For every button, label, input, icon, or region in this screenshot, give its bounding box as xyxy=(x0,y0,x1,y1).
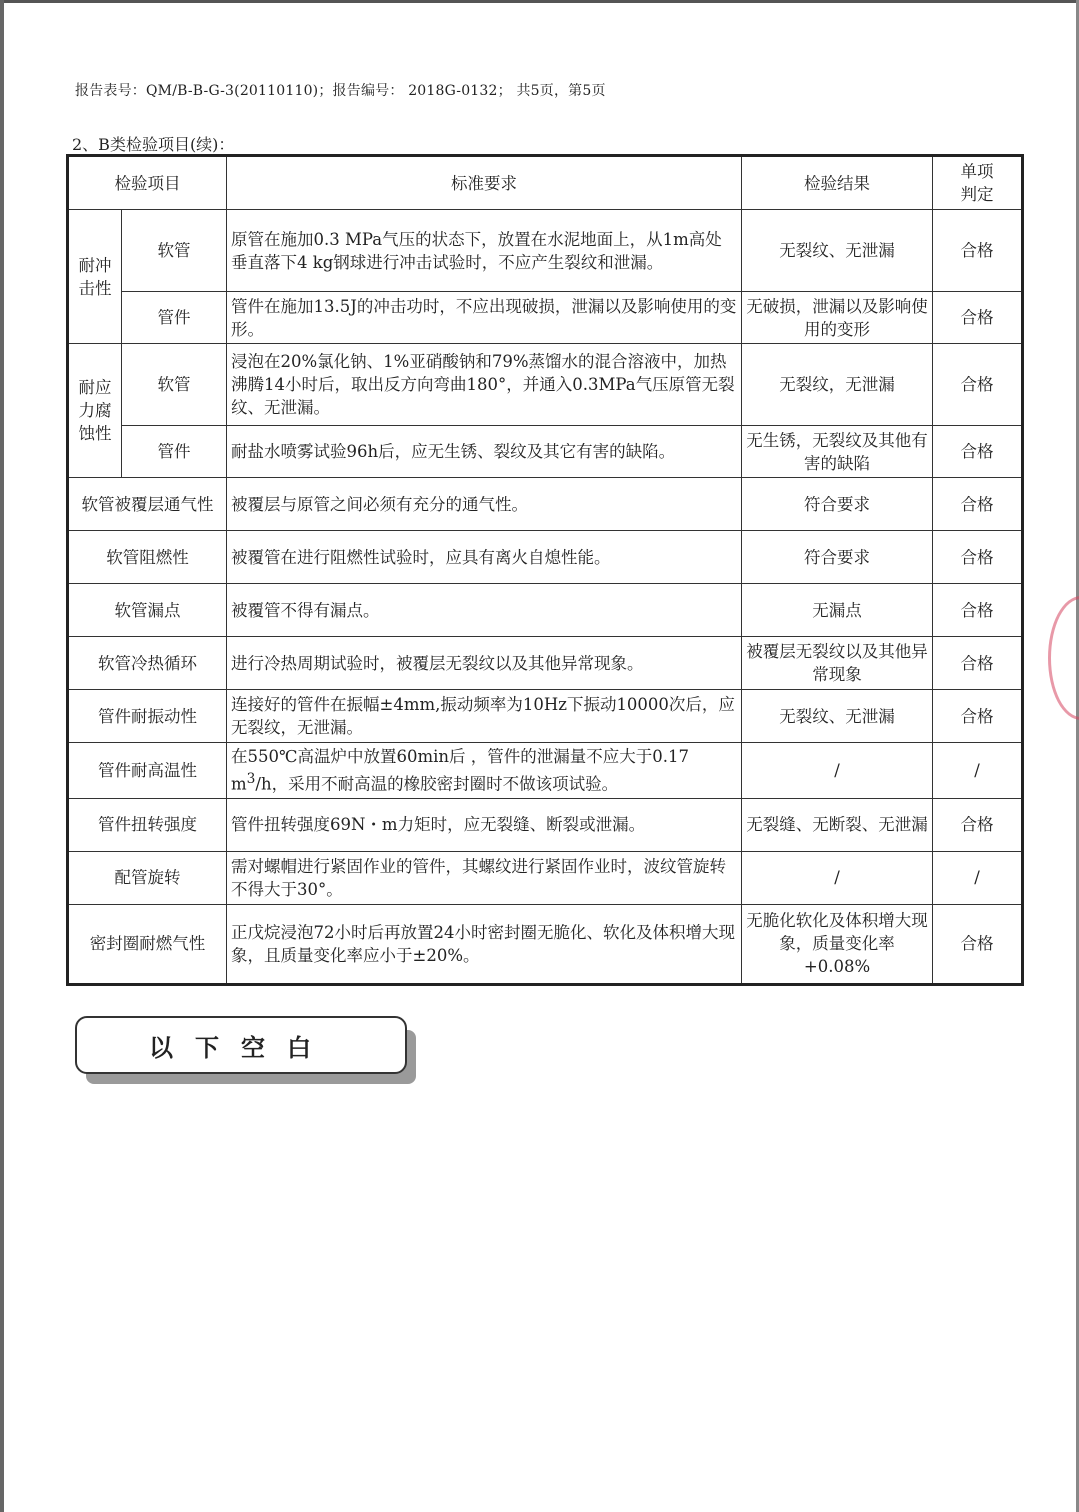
requirement-cell: 浸泡在20%氯化钠、1%亚硝酸钠和79%蒸馏水的混合溶液中，加热沸腾14小时后，取出反方向弯曲180°，并通入0.3MPa气压原管无裂纹、无泄漏。 xyxy=(227,344,742,426)
requirement-cell: 进行冷热周期试验时，被覆层无裂纹以及其他异常现象。 xyxy=(227,637,742,690)
item-cell: 软管被覆层通气性 xyxy=(68,478,227,531)
item-cell: 管件耐高温性 xyxy=(68,743,227,799)
col-header-requirement: 标准要求 xyxy=(227,156,742,210)
requirement-cell: 需对螺帽进行紧固作业的管件，其螺纹进行紧固作业时，波纹管旋转不得大于30°。 xyxy=(227,851,742,904)
table-header-row xyxy=(68,156,1023,210)
sub-item: 管件 xyxy=(122,292,227,344)
result-cell: 无漏点 xyxy=(742,584,933,637)
table-row xyxy=(68,344,1023,426)
requirement-cell: 管件扭转强度69N・m力矩时，应无裂缝、断裂或泄漏。 xyxy=(227,798,742,851)
table-row xyxy=(68,210,1023,292)
verdict-cell: 合格 xyxy=(933,344,1023,426)
result-cell: / xyxy=(742,851,933,904)
group-impact-resistance: 耐冲 击性 xyxy=(68,210,122,344)
verdict-cell: 合格 xyxy=(933,798,1023,851)
verdict-cell: / xyxy=(933,743,1023,799)
section-title: 2、B类检验项目(续)： xyxy=(72,135,235,154)
verdict-cell: / xyxy=(933,851,1023,904)
verdict-cell: 合格 xyxy=(933,426,1023,478)
result-cell: 无裂缝、无断裂、无泄漏 xyxy=(742,798,933,851)
result-cell: 无裂纹，无泄漏 xyxy=(742,344,933,426)
table-row xyxy=(68,531,1023,584)
result-cell: 符合要求 xyxy=(742,478,933,531)
result-cell: 无破损，泄漏以及影响使用的变形 xyxy=(742,292,933,344)
sub-item: 管件 xyxy=(122,426,227,478)
result-cell: 无裂纹、无泄漏 xyxy=(742,690,933,743)
table-row xyxy=(68,478,1023,531)
requirement-cell: 管件在施加13.5J的冲击功时，不应出现破损，泄漏以及影响使用的变形。 xyxy=(227,292,742,344)
col-header-result: 检验结果 xyxy=(742,156,933,210)
item-cell: 配管旋转 xyxy=(68,851,227,904)
item-cell: 软管阻燃性 xyxy=(68,531,227,584)
col-header-verdict: 单项 判定 xyxy=(933,156,1023,210)
scan-edge-top xyxy=(0,0,1079,3)
requirement-cell: 连接好的管件在振幅±4mm,振动频率为10Hz下振动10000次后，应无裂纹，无泄漏。 xyxy=(227,690,742,743)
requirement-cell: 被覆管不得有漏点。 xyxy=(227,584,742,637)
item-cell: 管件扭转强度 xyxy=(68,798,227,851)
table-row xyxy=(68,743,1023,799)
col-header-item: 检验项目 xyxy=(68,156,227,210)
result-cell: 无裂纹、无泄漏 xyxy=(742,210,933,292)
verdict-cell: 合格 xyxy=(933,531,1023,584)
table-row xyxy=(68,851,1023,904)
seal-stamp-fragment xyxy=(1048,596,1079,720)
group-stress-corrosion: 耐应 力腐 蚀性 xyxy=(68,344,122,478)
verdict-cell: 合格 xyxy=(933,292,1023,344)
result-cell: 无脆化软化及体积增大现象，质量变化率 +0.08% xyxy=(742,904,933,984)
verdict-cell: 合格 xyxy=(933,584,1023,637)
requirement-cell: 正戊烷浸泡72小时后再放置24小时密封圈无脆化、软化及体积增大现象，且质量变化率应小于±20%。 xyxy=(227,904,742,984)
table-row xyxy=(68,798,1023,851)
requirement-cell: 被覆管在进行阻燃性试验时，应具有离火自熄性能。 xyxy=(227,531,742,584)
item-cell: 软管冷热循环 xyxy=(68,637,227,690)
result-cell: 被覆层无裂纹以及其他异常现象 xyxy=(742,637,933,690)
item-cell: 密封圈耐燃气性 xyxy=(68,904,227,984)
verdict-cell: 合格 xyxy=(933,478,1023,531)
inspection-table xyxy=(66,154,1024,986)
verdict-cell: 合格 xyxy=(933,690,1023,743)
item-cell: 管件耐振动性 xyxy=(68,690,227,743)
result-cell: 符合要求 xyxy=(742,531,933,584)
table-row xyxy=(68,292,1023,344)
scan-edge-left xyxy=(0,0,4,1512)
verdict-cell: 合格 xyxy=(933,637,1023,690)
result-cell: 无生锈，无裂纹及其他有害的缺陷 xyxy=(742,426,933,478)
item-cell: 软管漏点 xyxy=(68,584,227,637)
requirement-cell: 被覆层与原管之间必须有充分的通气性。 xyxy=(227,478,742,531)
requirement-cell: 原管在施加0.3 MPa气压的状态下，放置在水泥地面上，从1m高处垂直落下4 kg钢球进行冲击试验时，不应产生裂纹和泄漏。 xyxy=(227,210,742,292)
requirement-cell: 耐盐水喷雾试验96h后，应无生锈、裂纹及其它有害的缺陷。 xyxy=(227,426,742,478)
table-row xyxy=(68,584,1023,637)
superscript-3: 3 xyxy=(246,771,256,787)
sub-item: 软管 xyxy=(122,344,227,426)
verdict-cell: 合格 xyxy=(933,210,1023,292)
result-cell: / xyxy=(742,743,933,799)
blank-below-box: 以下空白 xyxy=(75,1016,407,1074)
table-row xyxy=(68,637,1023,690)
table-row xyxy=(68,690,1023,743)
verdict-cell: 合格 xyxy=(933,904,1023,984)
requirement-cell: 在550℃高温炉中放置60min后 ，管件的泄漏量不应大于0.17 $m^3/h$，采用不耐高温的橡胶密封圈时不做该项试验。 xyxy=(227,743,742,799)
table-row xyxy=(68,426,1023,478)
table-row xyxy=(68,904,1023,984)
sub-item: 软管 xyxy=(122,210,227,292)
report-header: 报告表号：QM/B-B-G-3(20110110)；报告编号： 2018G-0132； 共5页，第5页 xyxy=(75,83,606,99)
